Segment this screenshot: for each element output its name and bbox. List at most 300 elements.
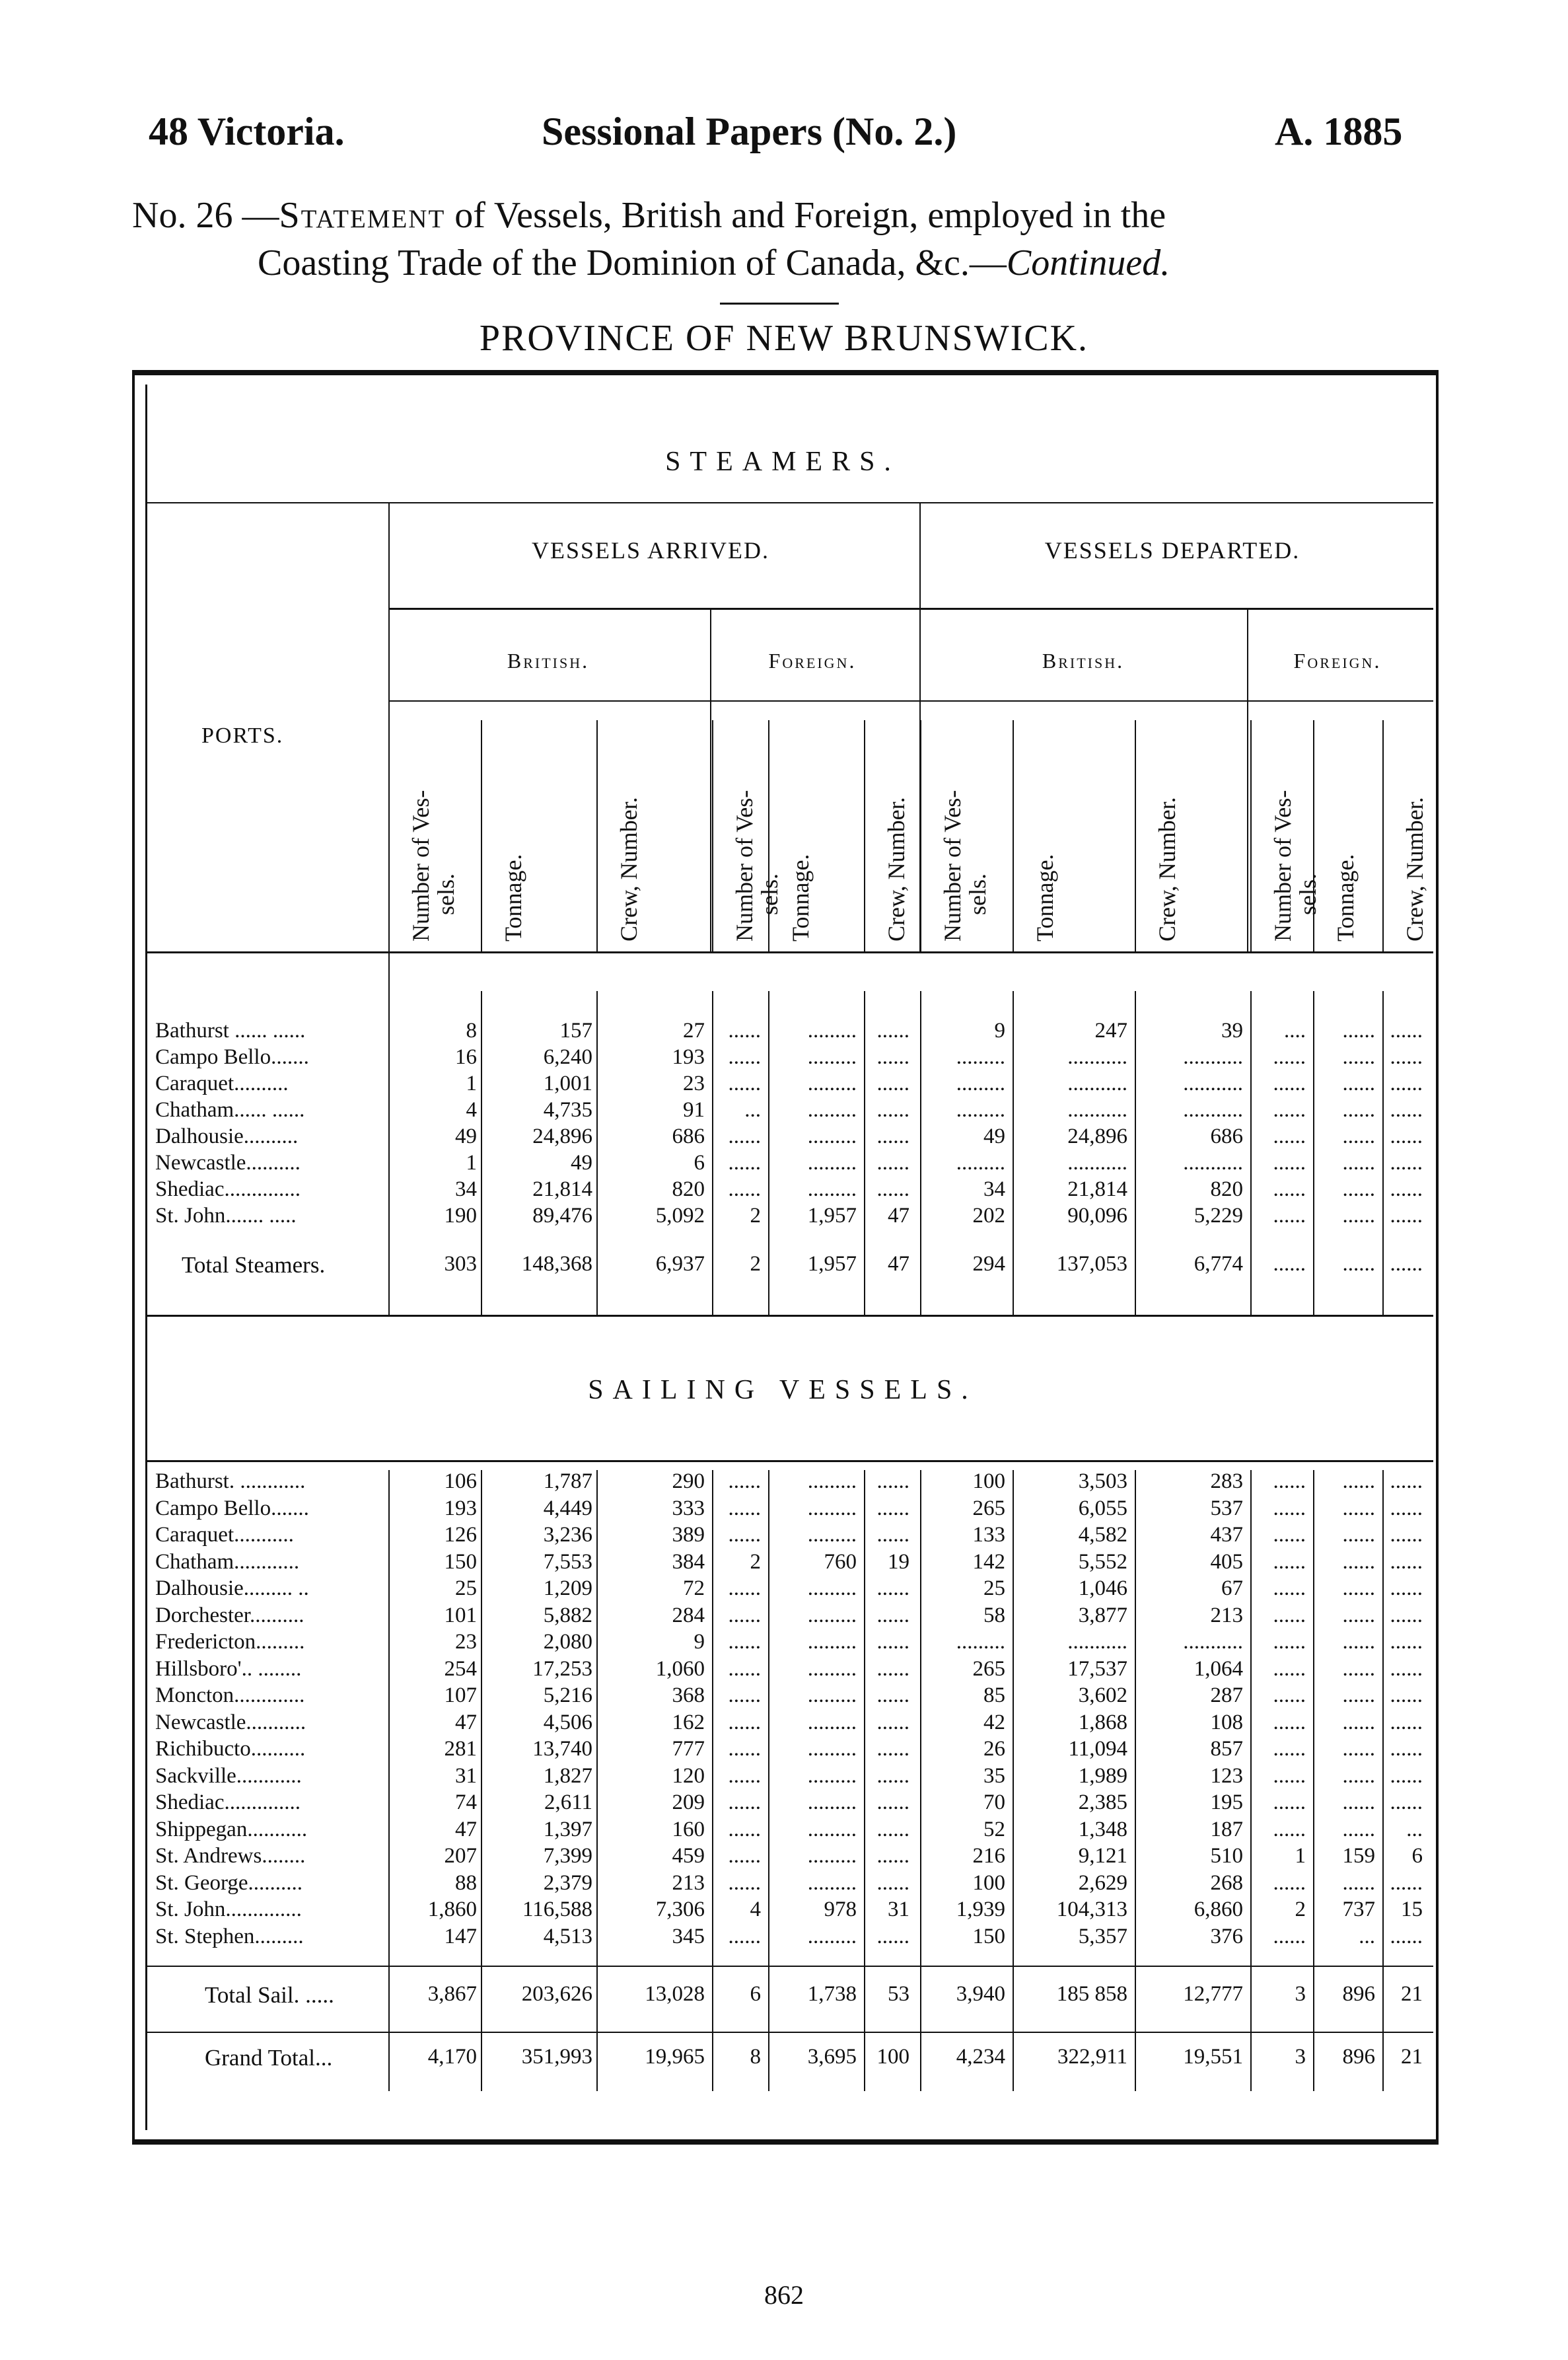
sailing-row-cell: ...... <box>1273 1656 1306 1681</box>
grand-total-cell: 351,993 <box>521 2045 592 2069</box>
sailing-row-cell: ...... <box>876 1496 909 1520</box>
sailing-row-cell: ...... <box>1342 1763 1375 1788</box>
sailing-row-cell: 120 <box>672 1763 705 1788</box>
steamer-row-cell: 91 <box>683 1098 705 1122</box>
column-header-line: Number of Ves- <box>731 790 758 941</box>
sailing-row-cell: 405 <box>1210 1549 1243 1574</box>
steamer-row-cell: 1,001 <box>543 1072 592 1095</box>
column-header-line: Crew, Number. <box>616 797 642 941</box>
sailing-row-cell: 19 <box>888 1549 909 1574</box>
steamer-row-cell: 24,896 <box>1067 1125 1127 1148</box>
sailing-row-cell: ...... <box>728 1763 761 1788</box>
grand-total-cell: 3,695 <box>807 2045 857 2069</box>
sailing-row-port-name: St. Stephen......... <box>155 1924 304 1948</box>
sailing-row-cell: 216 <box>972 1844 1005 1868</box>
total-sail-cell: 12,777 <box>1183 1982 1243 2006</box>
column-header-line: Tonnage. <box>500 854 526 941</box>
header-year: A. 1885 <box>1275 110 1403 153</box>
column-header-line: Tonnage. <box>787 854 814 941</box>
sailing-row-cell: ......... <box>807 1924 857 1948</box>
sailing-row-cell: ...... <box>876 1683 909 1707</box>
sailing-row-cell: ...... <box>1273 1576 1306 1600</box>
sailing-row-cell: 345 <box>672 1924 705 1948</box>
total-steamers-cell: ...... <box>1273 1252 1306 1276</box>
steamer-row-cell: ......... <box>956 1072 1005 1095</box>
province-title: PROVINCE OF NEW BRUNSWICK. <box>479 318 1089 359</box>
sailing-row-cell: 11,094 <box>1068 1737 1127 1761</box>
sailing-row-cell: 1,939 <box>956 1898 1005 1921</box>
total-steamers-cell: 303 <box>444 1252 477 1276</box>
sailing-row-cell: ...... <box>876 1870 909 1895</box>
sailing-row-port-name: Shippegan........... <box>155 1817 308 1841</box>
sailing-row-cell: 5,216 <box>543 1683 592 1707</box>
sailing-row-cell: ......... <box>807 1790 857 1814</box>
sailing-row-cell: ...... <box>1342 1523 1375 1547</box>
sailing-row-cell: ...... <box>728 1817 761 1841</box>
sailing-row-cell: 104,313 <box>1056 1898 1127 1921</box>
steamer-row-cell: ........... <box>1183 1072 1243 1095</box>
total-steamers-cell: 1,957 <box>807 1252 857 1276</box>
sailing-row-cell: ...... <box>1273 1763 1306 1788</box>
column-header-4 <box>732 790 782 941</box>
steamer-row-cell: 21,814 <box>532 1177 592 1201</box>
rule <box>390 608 1433 610</box>
steamer-row-cell: ......... <box>807 1098 857 1122</box>
ports-column-header: PORTS. <box>201 723 284 748</box>
sailing-row-cell: ...... <box>728 1924 761 1948</box>
total-steamers-cell: 148,368 <box>521 1252 592 1276</box>
sailing-row-cell: 25 <box>983 1576 1005 1600</box>
sailing-row-cell: 283 <box>1210 1469 1243 1493</box>
column-header-3 <box>616 797 641 941</box>
page-number: 862 <box>764 2280 804 2310</box>
sailing-row-cell: ...... <box>1273 1737 1306 1761</box>
steamer-row-cell: 21,814 <box>1067 1177 1127 1201</box>
column-header-9 <box>1155 797 1180 941</box>
sailing-row-cell: 1,397 <box>543 1817 592 1841</box>
sailing-row-cell: 4,513 <box>543 1924 592 1948</box>
sailing-row-cell: ... <box>1406 1817 1423 1841</box>
steamer-row-cell: ...... <box>1342 1151 1375 1175</box>
sailing-row-cell: 72 <box>683 1576 705 1600</box>
steamer-row-cell: ........... <box>1067 1045 1127 1069</box>
total-sail-cell: 3 <box>1295 1982 1306 2006</box>
sailing-row-port-name: Sackville............ <box>155 1763 302 1788</box>
sailing-row-cell: 1,348 <box>1078 1817 1127 1841</box>
sailing-row-cell: ...... <box>1342 1656 1375 1681</box>
steamer-row-cell: 6 <box>694 1151 705 1175</box>
sailing-row-cell: 123 <box>1210 1763 1243 1788</box>
sailing-row-cell: ...... <box>1390 1763 1423 1788</box>
column-header-line: Number of Ves- <box>408 790 434 941</box>
steamer-row-cell: ...... <box>1273 1177 1306 1201</box>
grand-total-cell: 19,551 <box>1183 2045 1243 2069</box>
total-steamers-cell: 47 <box>888 1252 909 1276</box>
sailing-row-cell: ...... <box>1390 1549 1423 1574</box>
sailing-row-cell: ...... <box>876 1576 909 1600</box>
sailing-row-cell: ...... <box>1342 1683 1375 1707</box>
sailing-row-port-name: St. Andrews........ <box>155 1844 306 1868</box>
column-header-line: Number of Ves- <box>1269 790 1296 941</box>
steamer-row-cell: 1 <box>466 1151 477 1175</box>
sailing-row-cell: ......... <box>807 1523 857 1547</box>
sailing-row-cell: ... <box>1359 1924 1375 1948</box>
sailing-row-cell: 67 <box>1221 1576 1243 1600</box>
steamer-row-cell: 34 <box>983 1177 1005 1201</box>
sailing-row-cell: 281 <box>444 1737 477 1761</box>
steamer-row-cell: 2 <box>750 1204 761 1228</box>
total-sail-cell: 21 <box>1401 1982 1423 2006</box>
sailing-row-cell: ...... <box>1273 1523 1306 1547</box>
sailing-row-cell: 160 <box>672 1817 705 1841</box>
sailing-row-cell: ...... <box>876 1603 909 1627</box>
column-header-7 <box>940 790 990 941</box>
sailing-row-cell: 1,989 <box>1078 1763 1127 1788</box>
steamer-row-cell: 6,240 <box>543 1045 592 1069</box>
sailing-row-port-name: Dorchester.......... <box>155 1603 304 1627</box>
sailing-row-cell: ...... <box>728 1630 761 1654</box>
sailing-row-cell: 7,399 <box>543 1844 592 1868</box>
steamer-row-cell: ...... <box>1390 1072 1423 1095</box>
steamer-row-cell: ........... <box>1183 1045 1243 1069</box>
sailing-row-cell: ...... <box>1342 1790 1375 1814</box>
caption-prefix: No. 26 — <box>132 195 279 236</box>
sailing-row-cell: 3,602 <box>1078 1683 1127 1707</box>
grand-total-label: Grand Total... <box>205 2045 333 2071</box>
sailing-row-cell: 6,055 <box>1078 1496 1127 1520</box>
sailing-row-cell: 23 <box>455 1630 477 1654</box>
steamer-row-cell: ...... <box>728 1072 761 1095</box>
column-header-1 <box>408 790 458 941</box>
column-header-line: Number of Ves- <box>939 790 966 941</box>
sailing-row-cell: 74 <box>455 1790 477 1814</box>
sailing-row-cell: ...... <box>1390 1656 1423 1681</box>
steamer-row-cell: ...... <box>1342 1177 1375 1201</box>
sailing-row-cell: ......... <box>807 1603 857 1627</box>
sailing-row-cell: 254 <box>444 1656 477 1681</box>
column-rule <box>920 720 921 951</box>
steamer-row-cell: 47 <box>888 1204 909 1228</box>
sailing-row-cell: 537 <box>1210 1496 1243 1520</box>
sailing-row-port-name: Dalhousie......... .. <box>155 1576 309 1600</box>
steamer-row-cell: ......... <box>956 1098 1005 1122</box>
total-steamers-cell: 137,053 <box>1056 1252 1127 1276</box>
sailing-row-cell: ...... <box>1390 1790 1423 1814</box>
steamer-row-cell: ...... <box>728 1045 761 1069</box>
column-header-5 <box>788 854 813 941</box>
steamer-row-cell: 157 <box>559 1019 592 1043</box>
sailing-row-cell: 85 <box>983 1683 1005 1707</box>
sailing-row-cell: 287 <box>1210 1683 1243 1707</box>
vessels-departed-header: VESSELS DEPARTED. <box>1044 537 1301 564</box>
sailing-row-cell: 25 <box>455 1576 477 1600</box>
steamer-row-cell: 27 <box>683 1019 705 1043</box>
sailing-row-cell: 4,449 <box>543 1496 592 1520</box>
steamer-row-cell: ......... <box>807 1151 857 1175</box>
column-rule <box>1250 720 1252 951</box>
steamer-row-cell: ...... <box>876 1177 909 1201</box>
sailing-row-cell: 1,787 <box>543 1469 592 1493</box>
sailing-row-cell: 195 <box>1210 1790 1243 1814</box>
sailing-row-cell: ...... <box>728 1469 761 1493</box>
total-sail-cell: 1,738 <box>807 1982 857 2006</box>
steamer-row-cell: 49 <box>571 1151 592 1175</box>
steamer-row-cell: ........... <box>1067 1098 1127 1122</box>
sailing-row-port-name: Richibucto.......... <box>155 1737 306 1761</box>
sailing-row-port-name: Chatham............ <box>155 1549 300 1574</box>
steamer-row-cell: 190 <box>444 1204 477 1228</box>
steamer-row-cell: 202 <box>972 1204 1005 1228</box>
statement-caption <box>132 192 1453 287</box>
sailing-row-cell: 159 <box>1342 1844 1375 1868</box>
sailing-row-cell: 116,588 <box>522 1898 592 1921</box>
province-rule <box>720 303 839 305</box>
sailing-row-cell: 5,357 <box>1078 1924 1127 1948</box>
steamer-row-cell: ......... <box>956 1045 1005 1069</box>
total-sail-cell: 185 858 <box>1056 1982 1127 2006</box>
sailing-row-cell: ...... <box>728 1844 761 1868</box>
steamer-row-cell: 820 <box>672 1177 705 1201</box>
sailing-row-cell: 737 <box>1342 1898 1375 1921</box>
steamer-row-cell: ...... <box>1342 1204 1375 1228</box>
sailing-row-cell: ......... <box>807 1496 857 1520</box>
steamer-row-cell: ...... <box>1273 1072 1306 1095</box>
column-header-line: Crew, Number. <box>1402 797 1428 941</box>
steamer-row-cell: ........... <box>1067 1151 1127 1175</box>
sailing-row-port-name: St. John.............. <box>155 1898 302 1921</box>
steamer-row-cell: ...... <box>1342 1098 1375 1122</box>
total-steamers-cell: 6,937 <box>655 1252 705 1276</box>
steamer-row-cell: 23 <box>683 1072 705 1095</box>
sailing-row-cell: ......... <box>807 1469 857 1493</box>
sailing-row-cell: ...... <box>728 1710 761 1734</box>
sailing-row-cell: 15 <box>1401 1898 1423 1921</box>
sailing-row-cell: ...... <box>1342 1549 1375 1574</box>
sailing-row-cell: 126 <box>444 1523 477 1547</box>
column-header-2 <box>501 854 526 941</box>
sailing-row-cell: 213 <box>672 1870 705 1895</box>
sailing-row-cell: 3,236 <box>543 1523 592 1547</box>
steamer-row-cell: 4 <box>466 1098 477 1122</box>
sailing-row-cell: ......... <box>807 1763 857 1788</box>
sailing-row-cell: 1,046 <box>1078 1576 1127 1600</box>
sailing-row-cell: ...... <box>876 1844 909 1868</box>
steamer-row-cell: ......... <box>807 1177 857 1201</box>
column-header-12 <box>1402 797 1427 941</box>
sailing-row-cell: 2,080 <box>543 1630 592 1654</box>
sailing-row-cell: ......... <box>807 1630 857 1654</box>
steamer-row-cell: ...... <box>876 1045 909 1069</box>
steamer-row-cell: ...... <box>728 1177 761 1201</box>
sailing-row-cell: 9,121 <box>1078 1844 1127 1868</box>
column-rule <box>1382 720 1384 951</box>
total-steamers-label: Total Steamers. <box>182 1252 326 1278</box>
rule <box>145 502 1433 503</box>
sailing-row-cell: 42 <box>983 1710 1005 1734</box>
sailing-row-cell: 207 <box>444 1844 477 1868</box>
column-rule <box>710 608 711 951</box>
steamer-row-cell: 9 <box>994 1019 1005 1043</box>
sailing-row-cell: ...... <box>1342 1630 1375 1654</box>
rule <box>145 1966 1433 1967</box>
steamer-row-port-name: Chatham...... ...... <box>155 1098 305 1122</box>
steamer-row-port-name: Shediac.............. <box>155 1177 301 1201</box>
sailing-row-cell: 107 <box>444 1683 477 1707</box>
sailing-row-cell: 5,882 <box>543 1603 592 1627</box>
sailing-row-cell: ...... <box>876 1763 909 1788</box>
arrived-foreign-header: Foreign. <box>768 649 857 673</box>
steamer-row-cell: 24,896 <box>532 1125 592 1148</box>
steamer-row-cell: 1,957 <box>807 1204 857 1228</box>
sailing-row-port-name: Bathurst. ............ <box>155 1469 306 1493</box>
steamer-row-cell: 1 <box>466 1072 477 1095</box>
steamer-row-cell: ...... <box>1342 1019 1375 1043</box>
steamer-row-cell: ......... <box>807 1045 857 1069</box>
sailing-row-cell: 3,503 <box>1078 1469 1127 1493</box>
column-rule <box>1013 720 1014 951</box>
sailing-row-cell: 760 <box>824 1549 857 1574</box>
sailing-row-cell: 268 <box>1210 1870 1243 1895</box>
sailing-row-cell: ...... <box>1273 1496 1306 1520</box>
column-header-line: sels. <box>1295 873 1321 915</box>
column-header-line: sels. <box>964 873 991 915</box>
steamer-row-cell: 5,229 <box>1194 1204 1243 1228</box>
grand-total-cell: 322,911 <box>1057 2045 1127 2069</box>
sailing-row-cell: ...... <box>1390 1576 1423 1600</box>
steamer-row-port-name: Dalhousie.......... <box>155 1125 299 1148</box>
steamer-row-cell: ...... <box>876 1151 909 1175</box>
column-header-10 <box>1270 790 1320 941</box>
sailing-row-cell: ...... <box>728 1683 761 1707</box>
grand-total-cell: 19,965 <box>645 2045 705 2069</box>
sailing-row-cell: ...... <box>1342 1817 1375 1841</box>
steamer-row-cell: 49 <box>455 1125 477 1148</box>
sailing-row-cell: ...... <box>1390 1603 1423 1627</box>
sailing-row-cell: ...... <box>1390 1469 1423 1493</box>
sailing-row-cell: ...... <box>1273 1630 1306 1654</box>
sailing-row-cell: ...... <box>876 1817 909 1841</box>
sailing-row-cell: 31 <box>455 1763 477 1788</box>
steamer-row-cell: ...... <box>728 1019 761 1043</box>
sailing-row-cell: ......... <box>807 1737 857 1761</box>
sailing-row-cell: 1,064 <box>1194 1656 1243 1681</box>
sailing-row-cell: ...... <box>876 1790 909 1814</box>
sailing-row-cell: 2,385 <box>1078 1790 1127 1814</box>
sailing-row-cell: 459 <box>672 1844 705 1868</box>
sailing-row-cell: ......... <box>807 1710 857 1734</box>
grand-total-cell: 896 <box>1342 2045 1375 2069</box>
steamer-row-cell: ...... <box>1342 1045 1375 1069</box>
sailing-row-cell: 142 <box>972 1549 1005 1574</box>
steamer-row-cell: ......... <box>807 1125 857 1148</box>
sailing-row-cell: ...... <box>876 1710 909 1734</box>
sailing-row-port-name: St. George.......... <box>155 1870 303 1895</box>
sailing-row-cell: 2,611 <box>544 1790 592 1814</box>
steamer-row-cell: 34 <box>455 1177 477 1201</box>
sailing-row-cell: ...... <box>876 1737 909 1761</box>
caption-continued: Continued. <box>1006 242 1170 283</box>
sailing-row-port-name: Fredericton......... <box>155 1630 305 1654</box>
sailing-row-cell: ...... <box>1390 1630 1423 1654</box>
column-header-11 <box>1333 854 1358 941</box>
steamer-row-cell: ...... <box>1273 1098 1306 1122</box>
header-session: 48 Victoria. <box>149 110 345 153</box>
steamer-row-cell: ...... <box>876 1125 909 1148</box>
rule <box>145 951 1433 953</box>
total-steamers-cell: 294 <box>972 1252 1005 1276</box>
steamer-row-cell: 686 <box>1210 1125 1243 1148</box>
sailing-row-cell: 510 <box>1210 1844 1243 1868</box>
steamer-row-port-name: Campo Bello....... <box>155 1045 309 1069</box>
departed-foreign-header: Foreign. <box>1293 649 1382 673</box>
sailing-row-cell: ...... <box>1342 1496 1375 1520</box>
sailing-row-cell: 265 <box>972 1656 1005 1681</box>
sailing-row-cell: ...... <box>1342 1737 1375 1761</box>
sailing-row-cell: ......... <box>807 1870 857 1895</box>
sailing-row-cell: ...... <box>876 1523 909 1547</box>
sailing-row-cell: 265 <box>972 1496 1005 1520</box>
sailing-row-cell: 1,860 <box>427 1898 477 1921</box>
sailing-row-cell: 209 <box>672 1790 705 1814</box>
sailing-row-cell: ...... <box>1390 1523 1423 1547</box>
sailing-row-cell: 2,629 <box>1078 1870 1127 1895</box>
sailing-row-cell: 978 <box>824 1898 857 1921</box>
steamer-row-cell: 4,735 <box>543 1098 592 1122</box>
sailing-row-cell: 284 <box>672 1603 705 1627</box>
rule <box>145 1460 1433 1462</box>
sailing-row-cell: 376 <box>1210 1924 1243 1948</box>
total-sail-cell: 6 <box>750 1982 761 2006</box>
sailing-row-cell: 108 <box>1210 1710 1243 1734</box>
steamer-row-port-name: Caraquet.......... <box>155 1072 289 1095</box>
sailing-row-cell: 150 <box>972 1924 1005 1948</box>
sailing-row-cell: ...... <box>1273 1817 1306 1841</box>
sailing-row-cell: 213 <box>1210 1603 1243 1627</box>
steamer-row-cell: .... <box>1284 1019 1306 1043</box>
sailing-row-cell: 4,582 <box>1078 1523 1127 1547</box>
sailing-row-cell: 1 <box>1295 1844 1306 1868</box>
sailing-row-cell: ...... <box>728 1523 761 1547</box>
steamer-row-cell: ...... <box>1342 1125 1375 1148</box>
steamer-row-port-name: St. John....... ..... <box>155 1204 297 1228</box>
sailing-row-cell: 4,506 <box>543 1710 592 1734</box>
sailing-row-cell: 389 <box>672 1523 705 1547</box>
sailing-row-cell: ...... <box>1273 1603 1306 1627</box>
sailing-row-port-name: Newcastle........... <box>155 1710 306 1734</box>
sailing-row-cell: 26 <box>983 1737 1005 1761</box>
steamer-row-cell: 686 <box>672 1125 705 1148</box>
steamer-row-cell: 820 <box>1210 1177 1243 1201</box>
sailing-row-cell: 88 <box>455 1870 477 1895</box>
column-header-6 <box>884 797 909 941</box>
sailing-row-cell: 47 <box>455 1817 477 1841</box>
steamer-row-cell: ...... <box>1390 1151 1423 1175</box>
steamer-row-cell: 89,476 <box>532 1204 592 1228</box>
sailing-row-cell: ........... <box>1067 1630 1127 1654</box>
sailing-row-cell: ...... <box>1342 1710 1375 1734</box>
steamer-row-cell: 49 <box>983 1125 1005 1148</box>
sailing-row-cell: 1,868 <box>1078 1710 1127 1734</box>
sailing-row-cell: ...... <box>876 1656 909 1681</box>
sailing-row-cell: ......... <box>956 1630 1005 1654</box>
column-header-8 <box>1032 854 1057 941</box>
column-header-line: Tonnage. <box>1332 854 1359 941</box>
sailing-row-cell: ...... <box>1390 1496 1423 1520</box>
total-sail-cell: 3,940 <box>956 1982 1005 2006</box>
sailing-row-cell: 2 <box>750 1549 761 1574</box>
steamer-row-port-name: Bathurst ...... ...... <box>155 1019 306 1043</box>
total-sail-cell: 896 <box>1342 1982 1375 2006</box>
